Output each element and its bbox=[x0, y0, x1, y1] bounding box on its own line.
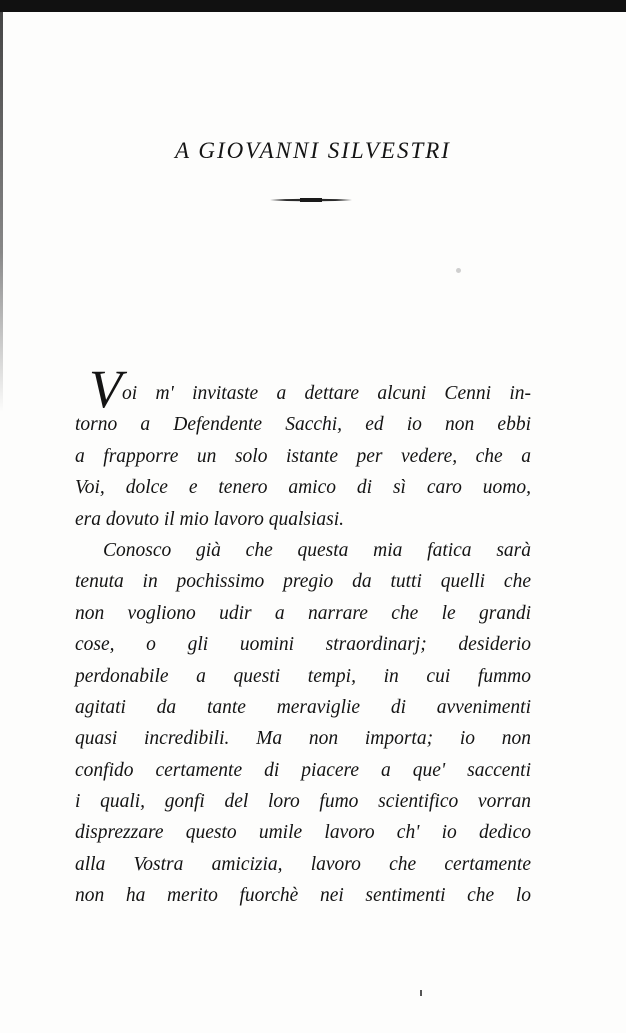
text-line: tenuta in pochissimo pregio da tutti quelli che bbox=[75, 571, 531, 593]
text-line: a frapporre un solo istante per vedere, che a bbox=[75, 445, 531, 467]
text-line: quasi incredibili. Ma non importa; io non bbox=[75, 728, 531, 750]
paper-speck bbox=[456, 268, 461, 273]
ornament-rule-icon bbox=[270, 197, 352, 203]
body-text bbox=[75, 359, 531, 912]
text-line: Voi, dolce e tenero amico di sì caro uomo, bbox=[75, 477, 531, 499]
scan-top-edge bbox=[0, 0, 626, 12]
text-line: Conosco già che questa mia fatica sarà bbox=[103, 539, 531, 561]
text-line bbox=[75, 359, 531, 419]
paper-mark bbox=[420, 990, 422, 996]
text-line: confido certamente di piacere a que' saccenti bbox=[75, 759, 531, 781]
text-line: torno a Defendente Sacchi, ed io non ebbi bbox=[75, 414, 531, 436]
text-line: non vogliono udir a narrare che le grandi bbox=[75, 602, 531, 624]
text-line: non ha merito fuorchè nei sentimenti che lo bbox=[75, 885, 531, 907]
dedication-title: A GIOVANNI SILVESTRI bbox=[175, 138, 451, 163]
text-line: cose, o gli uomini straordinarj; desiderio bbox=[75, 634, 531, 656]
text-line: agitati da tante meraviglie di avvenimenti bbox=[75, 696, 531, 718]
scan-left-edge bbox=[0, 12, 3, 412]
text-line: i quali, gonfi del loro fumo scientifico vorran bbox=[75, 791, 531, 813]
text-line: alla Vostra amicizia, lavoro che certamente bbox=[75, 853, 531, 875]
text-line: disprezzare questo umile lavoro ch' io dedico bbox=[75, 822, 531, 844]
text-line: perdonabile a questi tempi, in cui fummo bbox=[75, 665, 531, 687]
drop-cap: V bbox=[89, 359, 122, 419]
text-line-content: oi m' invitaste a dettare alcuni Cenni in- bbox=[122, 383, 531, 404]
text-line: era dovuto il mio lavoro qualsiasi. bbox=[75, 508, 345, 530]
